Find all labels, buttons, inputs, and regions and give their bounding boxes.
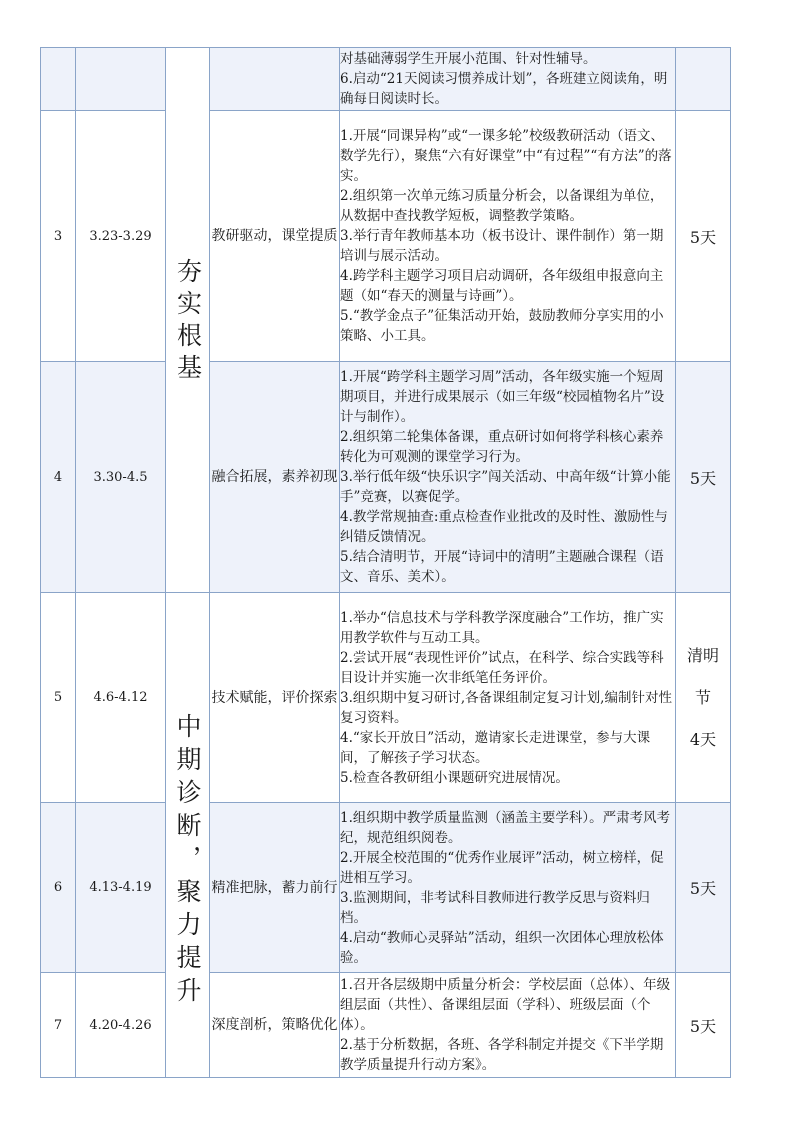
table-row (41, 593, 731, 803)
content-line: 1.开展“同课异构”或“一课多轮”校级教研活动（语文、数学先行），聚焦“六有好课堂”中“有过程”“有方法”的落实。 (340, 128, 672, 184)
content-line: 1.举办“信息技术与学科教学深度融合”工作坊，推广实用教学软件与互动工具。 (340, 609, 664, 646)
week-number: 4 (41, 362, 76, 593)
theme-cell: 技术赋能，评价探索 (210, 593, 340, 803)
table-row (41, 362, 731, 593)
content-cell (340, 111, 676, 362)
content-line: 4.启动“教师心灵驿站”活动，组织一次团体心理放松体验。 (340, 929, 664, 966)
week-number (41, 48, 76, 111)
content-line: 1.组织期中教学质量监测（涵盖主要学科）。严肃考风考纪，规范组织阅卷。 (340, 809, 671, 846)
date-range: 3.23-3.29 (76, 111, 166, 362)
theme-cell: 教研驱动，课堂提质 (210, 111, 340, 362)
days-cell: 5天 (676, 111, 731, 362)
content-cell (340, 593, 676, 803)
days-cell: 5天 (676, 362, 731, 593)
content-cell (340, 362, 676, 593)
table-row (41, 803, 731, 973)
date-range: 4.20-4.26 (76, 973, 166, 1078)
date-range (76, 48, 166, 111)
content-line: 3.组织期中复习研讨,各备课组制定复习计划,编制针对性复习资料。 (340, 689, 672, 726)
theme-cell: 融合拓展，素养初现 (210, 362, 340, 593)
content-cell (340, 803, 676, 973)
week-number: 7 (41, 973, 76, 1078)
content-line: 4.教学常规抽查:重点检查作业批改的及时性、激励性与纠错反馈情况。 (340, 509, 668, 545)
stage-label: 中期诊断，聚力提升 (173, 712, 202, 1010)
days-cell (676, 593, 731, 803)
schedule-table (40, 47, 731, 1078)
content-line: 2.组织第一次单元练习质量分析会，以备课组为单位，从数据中查找教学短板，调整教学策略。 (340, 188, 664, 224)
content-line: 6.启动“21天阅读习惯养成计划”，各班建立阅读角，明确每日阅读时长。 (340, 71, 668, 107)
content-line: 3.监测期间，非考试科目教师进行教学反思与资料归档。 (340, 889, 650, 926)
theme-cell (210, 48, 340, 111)
days-cell: 5天 (676, 973, 731, 1078)
stage-cell-1 (166, 48, 210, 593)
content-line: 5.结合清明节，开展“诗词中的清明”主题融合课程（语文、音乐、美术）。 (340, 549, 664, 585)
week-number: 5 (41, 593, 76, 803)
content-line: 2.尝试开展“表现性评价”试点，在科学、综合实践等科目设计并实施一次非纸笔任务评价。 (340, 649, 664, 686)
content-line: 1.召开各层级期中质量分析会：学校层面（总体）、年级组层面（共性）、备课组层面（学科）、班级层面（个体）。 (340, 977, 671, 1033)
stage-cell-2 (166, 593, 210, 1078)
content-line: 2.开展全校范围的“优秀作业展评”活动，树立榜样，促进相互学习。 (340, 849, 664, 886)
days-cell: 5天 (676, 803, 731, 973)
days-cell (676, 48, 731, 111)
table-row (41, 111, 731, 362)
content-line: 4.“家长开放日”活动，邀请家长走进课堂，参与大课间，了解孩子学习状态。 (340, 729, 651, 766)
days-line: 清明 (686, 645, 719, 665)
content-cell (340, 973, 676, 1078)
week-number: 3 (41, 111, 76, 362)
date-range: 4.13-4.19 (76, 803, 166, 973)
content-line: 1.开展“跨学科主题学习周”活动，各年级实施一个短周期项目，并进行成果展示（如三年级“校园植物名片”设计与制作）。 (340, 369, 665, 425)
content-line: 5.“教学金点子”征集活动开始，鼓励教师分享实用的小策略、小工具。 (340, 308, 664, 344)
theme-cell: 精准把脉，蓄力前行 (210, 803, 340, 973)
content-cell (340, 48, 676, 111)
content-line: 5.检查各教研组小课题研究进展情况。 (340, 769, 569, 786)
content-line: 2.基于分析数据，各班、各学科制定并提交《下半学期教学质量提升行动方案》。 (340, 1037, 664, 1073)
content-line: 对基础薄弱学生开展小范围、针对性辅导。 (340, 51, 597, 67)
week-number: 6 (41, 803, 76, 973)
days-line: 节 (694, 687, 711, 707)
content-line: 4.跨学科主题学习项目启动调研，各年级组申报意向主题（如“春天的测量与诗画”）。 (340, 268, 664, 304)
content-line: 2.组织第二轮集体备课，重点研讨如何将学科核心素养转化为可观测的课堂学习行为。 (340, 429, 664, 465)
content-line: 3.举行低年级“快乐识字”闯关活动、中高年级“计算小能手”竞赛，以赛促学。 (340, 469, 671, 505)
table-row (41, 48, 731, 111)
days-line: 4天 (689, 729, 717, 749)
table-row (41, 973, 731, 1078)
stage-label: 夯实根基 (173, 258, 203, 386)
date-range: 3.30-4.5 (76, 362, 166, 593)
date-range: 4.6-4.12 (76, 593, 166, 803)
content-line: 3.举行青年教师基本功（板书设计、课件制作）第一期培训与展示活动。 (340, 228, 664, 264)
theme-cell: 深度剖析，策略优化 (210, 973, 340, 1078)
